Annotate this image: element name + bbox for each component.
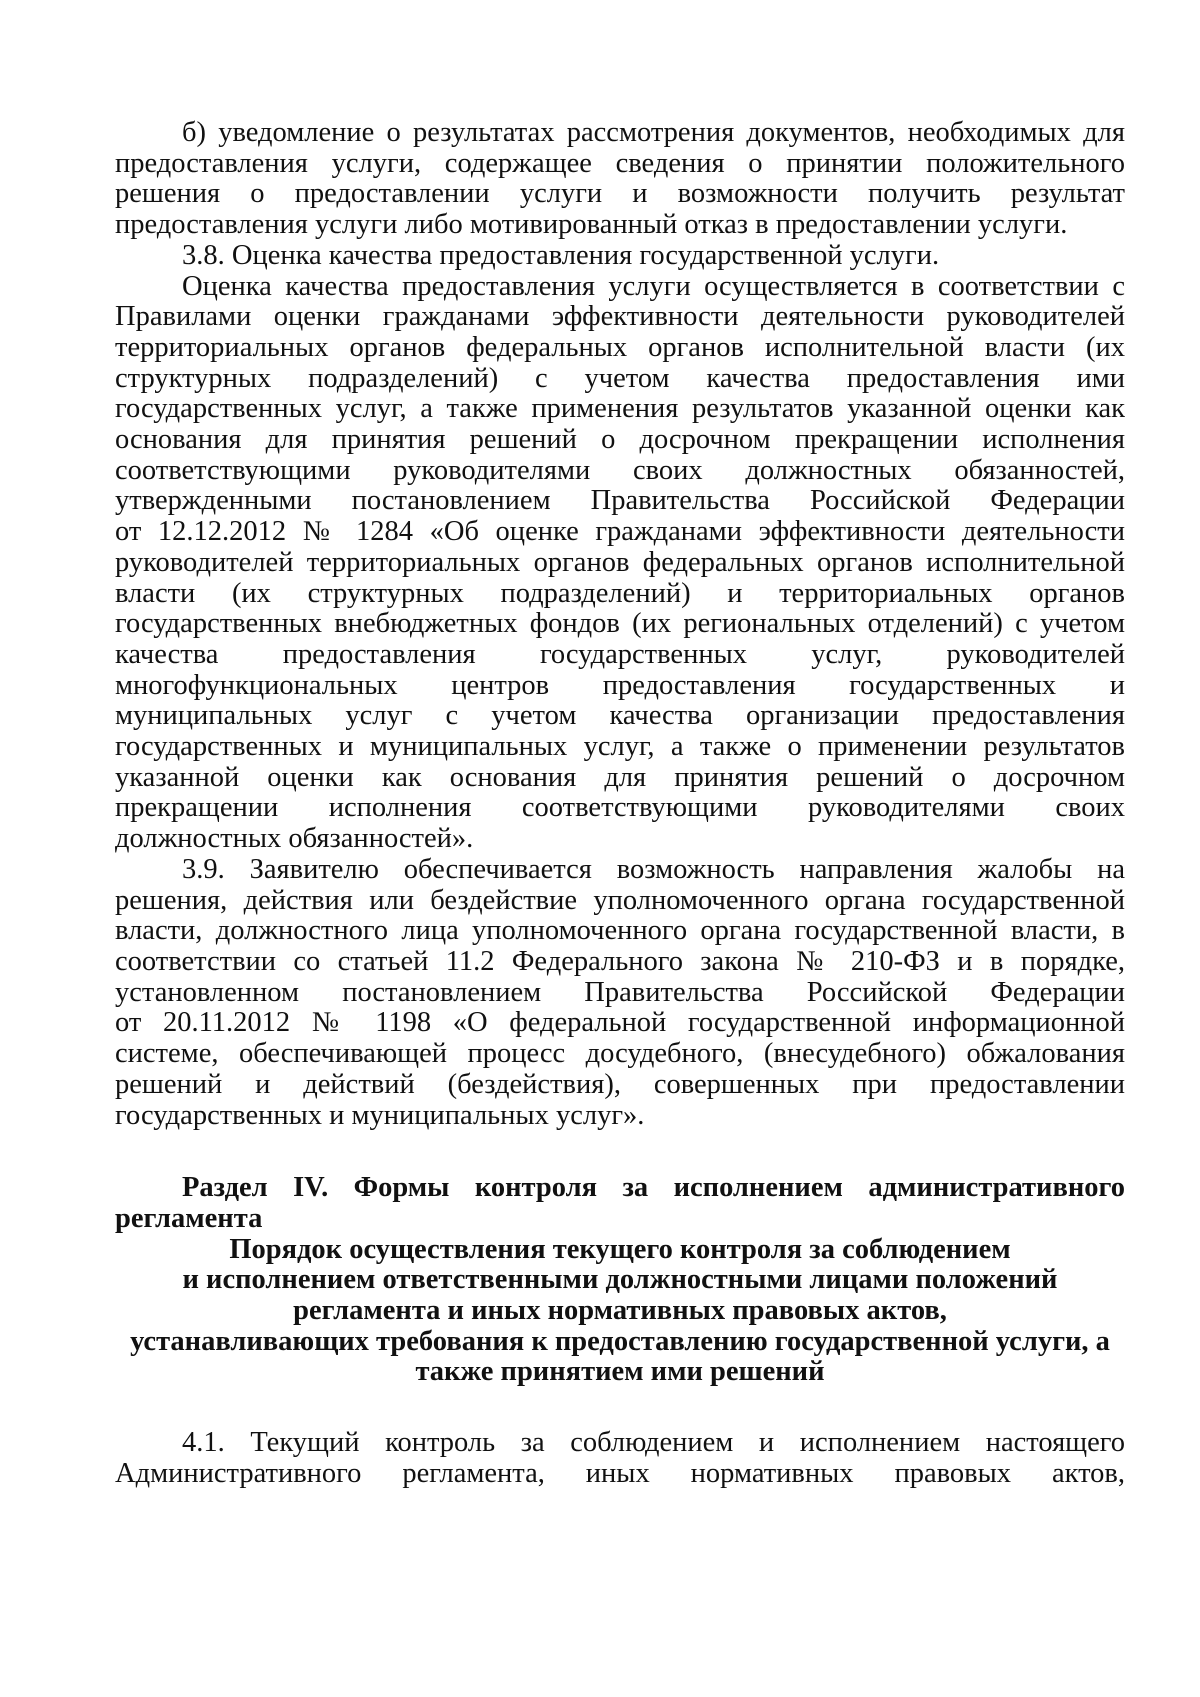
text-line: также принятием ими решений [415,1356,825,1388]
text-line: руководителей территориальных органов федеральных органов исполнительной [115,546,1125,578]
document-page [115,118,1125,1490]
text-line: решений и действий (бездействия), совершенных при предоставлении [115,1068,1125,1100]
text-line: Правилами оценки гражданами эффективности деятельности руководителей [115,301,1125,333]
text-line: указанной оценки как основания для принятия решений о досрочном [115,761,1125,793]
paragraph-3-9-complaint [115,855,1125,1131]
text-line: соответствии со статьей 11.2 Федерального закона № 210-ФЗ и в порядке, [115,945,1125,977]
text-line: 3.8. Оценка качества предоставления государственной услуги. [182,239,940,271]
text-line: структурных подразделений) с учетом качества предоставления ими [115,362,1125,394]
text-line: предоставления услуги либо мотивированный отказ в предоставлении услуги. [115,209,1068,241]
section-iv-subtitle [115,1235,1125,1389]
section-iv-title [115,1173,1125,1234]
text-line: власти (их структурных подразделений) и территориальных органов [115,577,1125,609]
text-line: Раздел IV. Формы контроля за исполнением административного [182,1172,1125,1204]
text-line: регламента [115,1202,263,1234]
text-line: 3.9. Заявителю обеспечивается возможность направления жалобы на [182,853,1125,885]
text-line: регламента и иных нормативных правовых актов, [293,1295,947,1327]
text-line: установленном постановлением Правительства Российской Федерации [115,976,1125,1008]
paragraph-quality-assessment [115,272,1125,855]
text-line: от 20.11.2012 № 1198 «О федеральной государственной информационной [115,1007,1125,1039]
text-line: основания для принятия решений о досрочном прекращении исполнения [115,424,1125,456]
text-line: власти, должностного лица уполномоченного органа государственной власти, в [115,915,1125,947]
text-line: Административного регламента, иных нормативных правовых актов, [115,1457,1125,1489]
text-line: Оценка качества предоставления услуги осуществляется в соответствии с [182,270,1125,302]
text-line: предоставления услуги, содержащее сведения о принятии положительного [115,147,1125,179]
text-line: государственных и муниципальных услуг, а также о применении результатов [115,731,1125,763]
text-line: должностных обязанностей». [115,823,474,855]
spacer [115,1388,1125,1428]
text-line: утвержденными постановлением Правительства Российской Федерации [115,485,1125,517]
text-line: системе, обеспечивающей процесс досудебного, (внесудебного) обжалования [115,1038,1125,1070]
text-line: государственных внебюджетных фондов (их региональных отделений) с учетом [115,608,1125,640]
text-line: устанавливающих требования к предоставлению государственной услуги, а [130,1325,1110,1357]
text-line: решения о предоставлении услуги и возможности получить результат [115,178,1125,210]
paragraph-b-notification [115,118,1125,241]
text-line: муниципальных услуг с учетом качества организации предоставления [115,700,1125,732]
text-line: государственных и муниципальных услуг». [115,1099,645,1131]
text-line: решения, действия или бездействие уполномоченного органа государственной [115,884,1125,916]
text-line: качества предоставления государственных услуг, руководителей [115,638,1125,670]
paragraph-3-8-heading [115,241,1125,272]
text-line: Порядок осуществления текущего контроля за соблюдением [229,1233,1011,1265]
text-line: прекращении исполнения соответствующими руководителями своих [115,792,1125,824]
text-line: многофункциональных центров предоставления государственных и [115,669,1125,701]
text-line: соответствующими руководителями своих должностных обязанностей, [115,454,1125,486]
text-line: и исполнением ответственными должностными лицами положений [182,1264,1058,1296]
text-line: 4.1. Текущий контроль за соблюдением и исполнением настоящего [182,1427,1125,1459]
text-line: от 12.12.2012 № 1284 «Об оценке гражданами эффективности деятельности [115,516,1125,548]
text-line: государственных услуг, а также применения результатов указанной оценки как [115,393,1125,425]
text-line: территориальных органов федеральных органов исполнительной власти (их [115,331,1125,363]
text-line: б) уведомление о результатах рассмотрения документов, необходимых для [182,117,1125,148]
paragraph-4-1-current-control [115,1428,1125,1489]
